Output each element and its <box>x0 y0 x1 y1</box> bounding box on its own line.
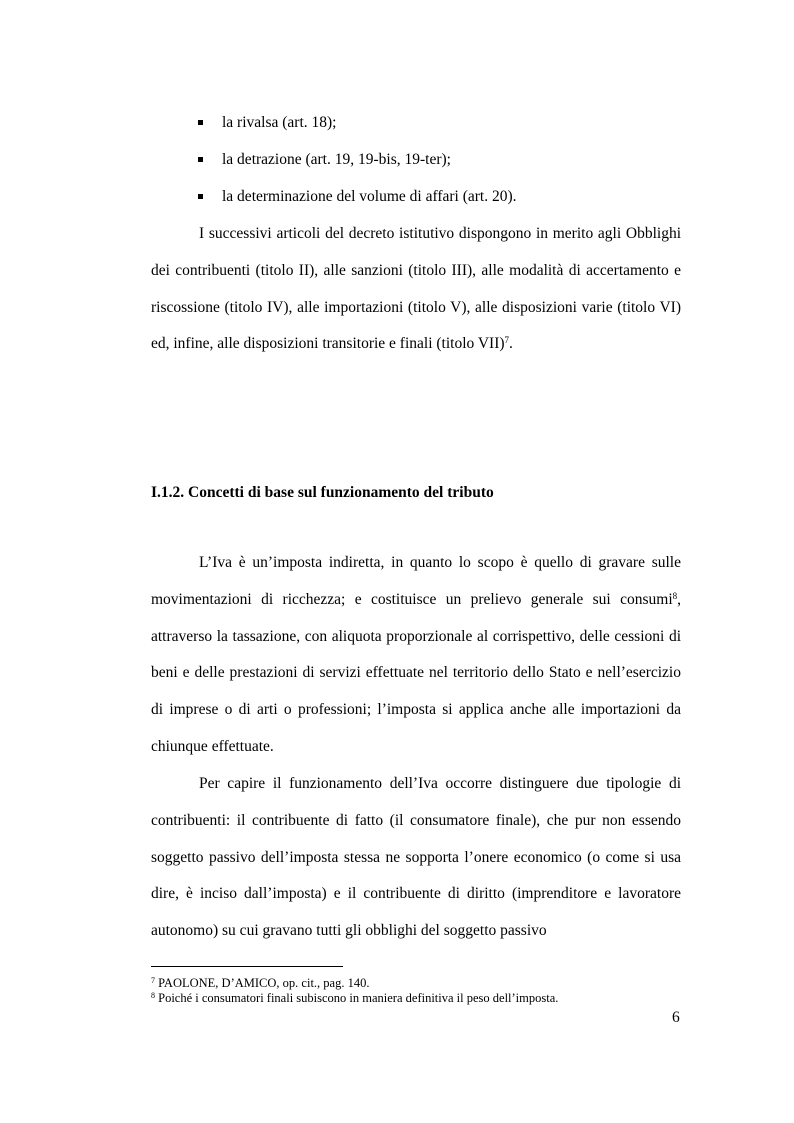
footnote <box>151 976 369 991</box>
section-heading: I.1.2. Concetti di base sul funzionamento del tributo <box>151 484 494 501</box>
footnote-separator <box>151 966 343 967</box>
paragraph-text: L’Iva è un’imposta indiretta, in quanto lo scopo è quello di gravare sulle movimentazioni di ricchezza; e costituisce un prelievo generale sui consumi <box>151 554 681 608</box>
paragraph-taxpayers <box>151 766 681 950</box>
bullet-text: la detrazione (art. 19, 19-bis, 19-ter); <box>222 151 451 168</box>
paragraph-text: I successivi articoli del decreto istitutivo dispongono in merito agli Obblighi dei contribuenti (titolo II), alle sanzioni (titolo III), alle modalità di accertamento e riscossione (titolo IV), alle importazioni (titolo V), alle disposizioni varie (titolo VI) ed, infine, alle disposizioni transitorie e finali (titolo VII) <box>151 225 681 353</box>
paragraph-text: Per capire il funzionamento dell’Iva occorre distinguere due tipologie di contribuenti: il contribuente di fatto (il consumatore finale), che pur non essendo soggetto passivo dell’imposta stessa ne sopporta l’onere economico (o come si usa dire, è inciso dall’imposta) e il contribuente di diritto (imprenditore e lavoratore autonomo) su cui gravano tutti gli obblighi del soggetto passivo <box>151 775 681 940</box>
paragraph-end: . <box>509 335 513 353</box>
bullet-marker <box>198 120 203 125</box>
footnote <box>151 991 558 1006</box>
footnote-text: Poiché i consumatori finali subiscono in maniera definitiva il peso dell’imposta. <box>158 991 559 1005</box>
bullet-text: la determinazione del volume di affari (art. 20). <box>222 188 517 205</box>
page-number: 6 <box>672 1009 680 1026</box>
bullet-marker <box>198 157 203 162</box>
footnote-ref: 7 <box>504 335 510 346</box>
paragraph-titles <box>151 216 681 363</box>
footnote-number: 8 <box>151 991 155 1000</box>
footnote-text: PAOLONE, D’AMICO, op. cit., pag. 140. <box>158 976 370 990</box>
footnote-ref: 8 <box>672 590 678 601</box>
bullet-marker <box>198 194 203 199</box>
footnote-number: 7 <box>151 976 155 985</box>
bullet-text: la rivalsa (art. 18); <box>222 114 337 131</box>
paragraph-text: , attraverso la tassazione, con aliquota proporzionale al corrispettivo, delle cessioni di beni e delle prestazioni di servizi effettuate nel territorio dello Stato e nell’esercizio di imprese o di arti o professioni; l’imposta si applica anche alle importazioni da chiunque effettuate. <box>151 590 681 755</box>
paragraph-concepts <box>151 545 681 766</box>
